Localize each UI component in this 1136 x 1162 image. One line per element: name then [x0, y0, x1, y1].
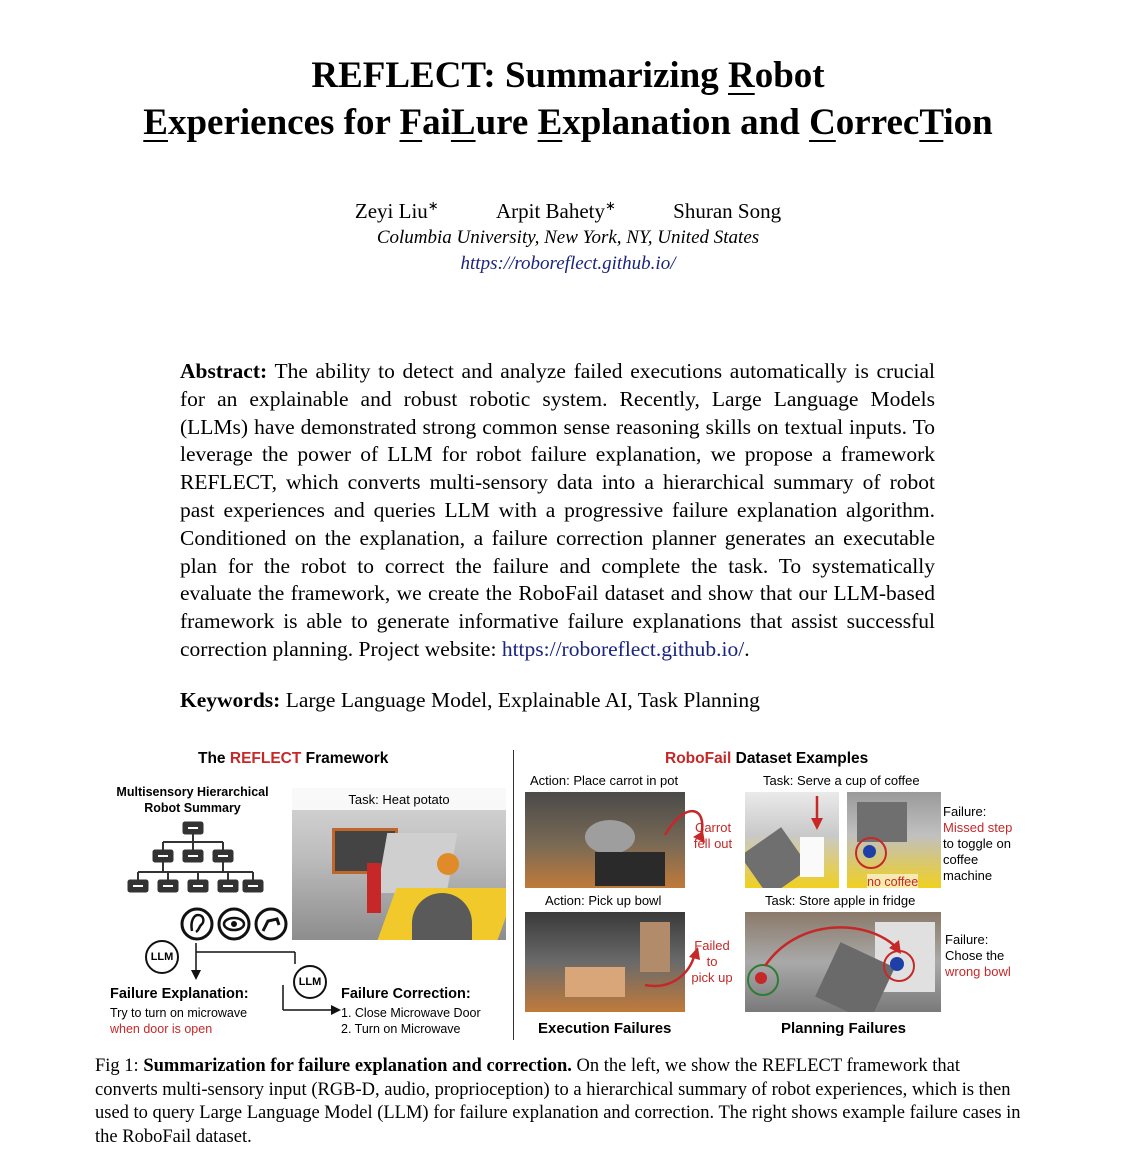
- summary-label: Multisensory Hierarchical Robot Summary: [116, 785, 269, 815]
- paper-title: [0, 52, 1136, 146]
- flow-arrows: [185, 940, 345, 1015]
- author: Arpit Bahety∗: [495, 198, 616, 223]
- title-line-2: Experiences for FaiLure Explanation and CorrecTion: [143, 102, 993, 143]
- red-arrow: [757, 918, 907, 978]
- failure-note: Failure: Chose the wrong bowl: [945, 932, 1011, 979]
- no-coffee-note: no coffee: [867, 875, 919, 889]
- robot-arm: [857, 802, 907, 842]
- action-label: Action: Place carrot in pot: [530, 773, 679, 788]
- keywords: [180, 688, 940, 713]
- action-label: Action: Pick up bowl: [545, 893, 662, 908]
- coffee-machine: [800, 837, 824, 877]
- stove: [595, 852, 665, 886]
- pot: [585, 820, 635, 854]
- heat-potato-photo: [292, 788, 506, 940]
- failure-correction-title: Failure Correction:: [341, 986, 471, 1002]
- eye-icon: [219, 909, 249, 939]
- keywords-text: Large Language Model, Explainable AI, Task Planning: [280, 688, 760, 712]
- ear-icon: [182, 909, 212, 939]
- task-label: Task: Store apple in fridge: [765, 893, 916, 908]
- execution-failures-label: Execution Failures: [538, 1020, 672, 1037]
- affiliation: Columbia University, New York, NY, United States: [376, 227, 760, 248]
- abstract: Abstract: The ability to detect and analyze failed executions automatically is crucial for an explainable and robust robotic system. Recently, Large Language Models (LLMs) have demonstrated strong common sense reasoning skills on textual inputs. To leverage the power of LLM for robot failure explanation, we propose a framework REFLECT, which converts multi-sensory data into a hierarchical summary of robot past experiences and queries LLM with a progressive failure explanation algorithm. Conditioned on the explanation, a failure correction planner generates an executable plan for the robot to correct the failure and complete the task. To systematically evaluate the framework, we create the RoboFail dataset and show that our LLM-based framework is able to generate informative failure explanations that assist successful correction planning. Project website: https://roboreflect.github.io/.: [180, 359, 935, 661]
- robot-arm-icon: [256, 909, 286, 939]
- down-arrow: [807, 796, 827, 832]
- author: Zeyi Liu∗: [354, 198, 439, 223]
- failure-explanation-title: Failure Explanation:: [110, 986, 249, 1002]
- figure-divider: [513, 750, 514, 1040]
- task-label: Task: Serve a cup of coffee: [763, 773, 920, 788]
- author-list: [0, 198, 1136, 224]
- microwave-door: [367, 863, 381, 913]
- abstract-label: Abstract:: [180, 359, 268, 383]
- figure-caption: Fig 1: Summarization for failure explanation and correction. On the left, we show the REFLECT framework that converts multi-sensory input (RGB-D, audio, proprioception) to a hierarchical summary of robot experiences, which is then used to query Large Language Model (LLM) for failure explanation and correction. The right shows example failure cases in the RoboFail dataset.: [95, 1056, 1021, 1147]
- abstract-text: The ability to detect and analyze failed executions automatically is crucial for an explainable and robust robotic system. Recently, Large Language Models (LLMs) have demonstrated strong common sense reasoning skills on textual inputs. To leverage the power of LLM for robot failure explanation, we propose a framework REFLECT, which converts multi-sensory data into a hierarchical summary of robot past experiences and queries LLM with a progressive failure explanation algorithm. Conditioned on the explanation, a failure correction planner generates an executable plan for the robot to correct the failure and complete the task. To systematically evaluate the framework, we create the RoboFail dataset and show that our LLM-based framework is able to generate informative failure explanations that assist successful correction planning. Project website:: [180, 359, 935, 661]
- pick-up-note: Failed to pick up: [691, 938, 733, 985]
- potato: [437, 853, 459, 875]
- keywords-label: Keywords:: [180, 688, 281, 712]
- failure-explanation-text: Try to turn on microwave when door is open: [110, 1006, 248, 1036]
- llm-icon: LLM: [145, 940, 179, 974]
- author: Shuran Song: [673, 199, 782, 223]
- failure-note: Failure: Missed step to toggle on coffee machine: [943, 804, 1013, 883]
- cup: [863, 845, 876, 858]
- project-url-link[interactable]: https://roboreflect.github.io/: [460, 253, 676, 274]
- abstract-link[interactable]: https://roboreflect.github.io/: [501, 636, 745, 661]
- framework-title: The REFLECT Framework: [198, 750, 389, 767]
- llm-icon: LLM: [293, 965, 327, 999]
- robofail-title: RoboFail Dataset Examples: [665, 750, 869, 767]
- carrot-note: Carrot fell out: [693, 820, 733, 851]
- bowl: [565, 967, 625, 997]
- failure-correction-steps: 1. Close Microwave Door 2. Turn on Microwave: [341, 1006, 481, 1036]
- planning-failures-label: Planning Failures: [781, 1020, 907, 1037]
- title-line-1: REFLECT: Summarizing Robot: [311, 55, 825, 96]
- sensory-icons: [180, 907, 290, 943]
- figure-1: [95, 740, 1035, 1045]
- task-label: Task: Heat potato: [348, 792, 450, 807]
